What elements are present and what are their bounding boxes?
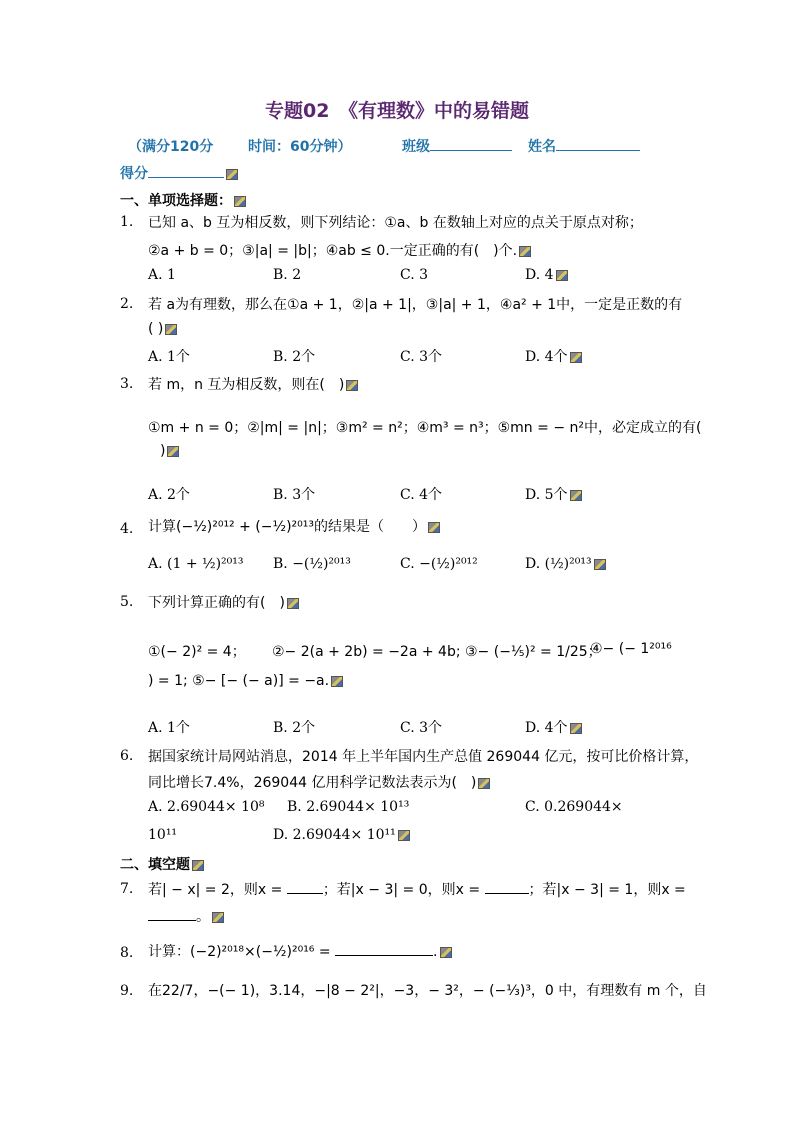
marker-icon	[165, 324, 177, 335]
q5-stem-line1: 下列计算正确的有( )	[148, 592, 299, 612]
q5-option-b[interactable]: B. 2个	[273, 720, 316, 736]
q4-option-d[interactable]: D. (½)²⁰¹³	[525, 556, 606, 572]
class-label: 班级	[402, 139, 430, 155]
q5-option-d[interactable]: D. 4个	[525, 717, 582, 737]
q2-stem-line2: ( )	[148, 321, 177, 337]
marker-icon	[570, 723, 582, 734]
marker-icon	[440, 947, 452, 958]
q6-option-c-cont: 10¹¹	[148, 827, 178, 843]
q1-stem-line1: 已知 a、b 互为相反数，则下列结论：①a、b 在数轴上对应的点关于原点对称；	[148, 215, 643, 231]
q7-blank-2[interactable]	[485, 879, 529, 894]
q5-item-1: ①(− 2)² = 4；	[148, 644, 246, 660]
q9-stem-line1: 在22/7，−(− 1)，3.14，−|8 − 2²|，−3，− 3²，− (−⅓)³，0 中，有理数有 m 个，自	[148, 983, 707, 999]
q1-stem-line2: ②a + b = 0；③|a| = |b|；④ab ≤ 0.一定正确的有( )个.	[148, 240, 531, 260]
q2-option-a[interactable]: A. 1个	[148, 349, 190, 365]
marker-icon	[570, 352, 582, 363]
q8-blank[interactable]	[335, 941, 433, 956]
full-score: （满分120分	[128, 139, 214, 155]
q6-option-b[interactable]: B. 2.69044× 10¹³	[287, 799, 410, 815]
question-number: 2.	[120, 296, 134, 312]
q3-option-a[interactable]: A. 2个	[148, 487, 190, 503]
question-number: 8.	[120, 945, 134, 961]
q7-stem-line2: 。	[148, 906, 224, 926]
page-title: 专题02 《有理数》中的易错题	[265, 100, 529, 122]
q5-items-2-3: ②− 2(a + 2b) = −2a + 4b; ③− (−⅕)² = 1/25；	[272, 644, 602, 660]
q5-stem-line3: ) = 1; ⑤− [− (− a)] = −a.	[148, 673, 343, 689]
q2-option-b[interactable]: B. 2个	[273, 349, 316, 365]
q1-option-b[interactable]: B. 2	[273, 267, 302, 283]
section-fill: 二、填空题	[120, 854, 204, 874]
marker-icon	[287, 598, 299, 609]
name-label: 姓名	[528, 139, 556, 155]
q3-option-b[interactable]: B. 3个	[273, 487, 316, 503]
q5-option-c[interactable]: C. 3个	[400, 720, 443, 736]
q5-item-4: ④− (− 1²⁰¹⁶	[590, 641, 672, 657]
q4-option-a[interactable]: A. (1 + ½)²⁰¹³	[148, 556, 244, 572]
marker-icon	[234, 196, 246, 207]
q6-stem-line2: 同比增长7.4%，269044 亿用科学记数法表示为( )	[148, 772, 490, 792]
name-blank[interactable]	[556, 136, 640, 151]
q4-option-c[interactable]: C. −(½)²⁰¹²	[400, 556, 478, 572]
class-blank[interactable]	[430, 136, 512, 151]
question-number: 7.	[120, 881, 134, 897]
q6-option-d[interactable]: D. 2.69044× 10¹¹	[273, 827, 410, 843]
question-number: 6.	[120, 748, 134, 764]
q6-stem-line1: 据国家统计局网站消息，2014 年上半年国内生产总值 269044 亿元，按可比价格计算，	[148, 749, 699, 765]
question-number: 9.	[120, 983, 134, 999]
q6-option-a[interactable]: A. 2.69044× 10⁸	[148, 799, 265, 815]
question-number: 3.	[120, 376, 134, 392]
marker-icon	[556, 270, 568, 281]
q7-blank-1[interactable]	[287, 879, 323, 894]
class-field	[402, 136, 512, 156]
marker-icon	[428, 522, 440, 533]
score-label: 得分	[120, 166, 148, 182]
q8-stem: 计算：(−2)²⁰¹⁸×(−½)²⁰¹⁶ = .	[148, 941, 452, 961]
q3-option-c[interactable]: C. 4个	[400, 487, 443, 503]
time-limit: 时间：60分钟）	[248, 139, 352, 155]
q3-stem-line2: ①m + n = 0；②|m| = |n|；③m² = n²；④m³ = n³；⑤mn = − n²中，必定成立的有(	[148, 420, 702, 436]
q1-option-a[interactable]: A. 1	[148, 267, 176, 283]
marker-icon	[331, 676, 343, 687]
name-field	[528, 136, 640, 156]
q4-option-b[interactable]: B. −(½)²⁰¹³	[273, 556, 351, 572]
q3-stem-line3: )	[160, 443, 179, 459]
marker-icon	[192, 860, 204, 871]
marker-icon	[212, 912, 224, 923]
question-number: 4.	[120, 521, 134, 537]
q6-option-c[interactable]: C. 0.269044×	[525, 799, 623, 815]
q2-option-c[interactable]: C. 3个	[400, 349, 443, 365]
marker-icon	[226, 169, 238, 180]
q4-stem: 计算(−½)²⁰¹² + (−½)²⁰¹³的结果是（ ）	[148, 516, 440, 536]
marker-icon	[594, 559, 606, 570]
q2-option-d[interactable]: D. 4个	[525, 346, 582, 366]
q7-stem-line1: 若| − x| = 2，则x = ；若|x − 3| = 0，则x = ；若|x − 3| = 1，则x =	[148, 879, 686, 899]
q5-option-a[interactable]: A. 1个	[148, 720, 190, 736]
q1-option-c[interactable]: C. 3	[400, 267, 429, 283]
marker-icon	[519, 246, 531, 257]
marker-icon	[398, 830, 410, 841]
q3-option-d[interactable]: D. 5个	[525, 484, 582, 504]
marker-icon	[570, 490, 582, 501]
marker-icon	[167, 446, 179, 457]
section-choice: 一、单项选择题：	[120, 190, 246, 210]
q2-stem-line1: 若 a为有理数，那么在①a + 1，②|a + 1|，③|a| + 1，④a² + 1中，一定是正数的有	[148, 297, 683, 313]
score-blank[interactable]	[148, 163, 224, 178]
marker-icon	[478, 778, 490, 789]
q3-stem-line1: 若 m，n 互为相反数，则在( )	[148, 374, 358, 394]
question-number: 1.	[120, 214, 134, 230]
score-field	[120, 163, 238, 183]
q7-blank-3[interactable]	[148, 906, 196, 921]
marker-icon	[346, 380, 358, 391]
question-number: 5.	[120, 594, 134, 610]
q1-option-d[interactable]: D. 4	[525, 267, 568, 283]
